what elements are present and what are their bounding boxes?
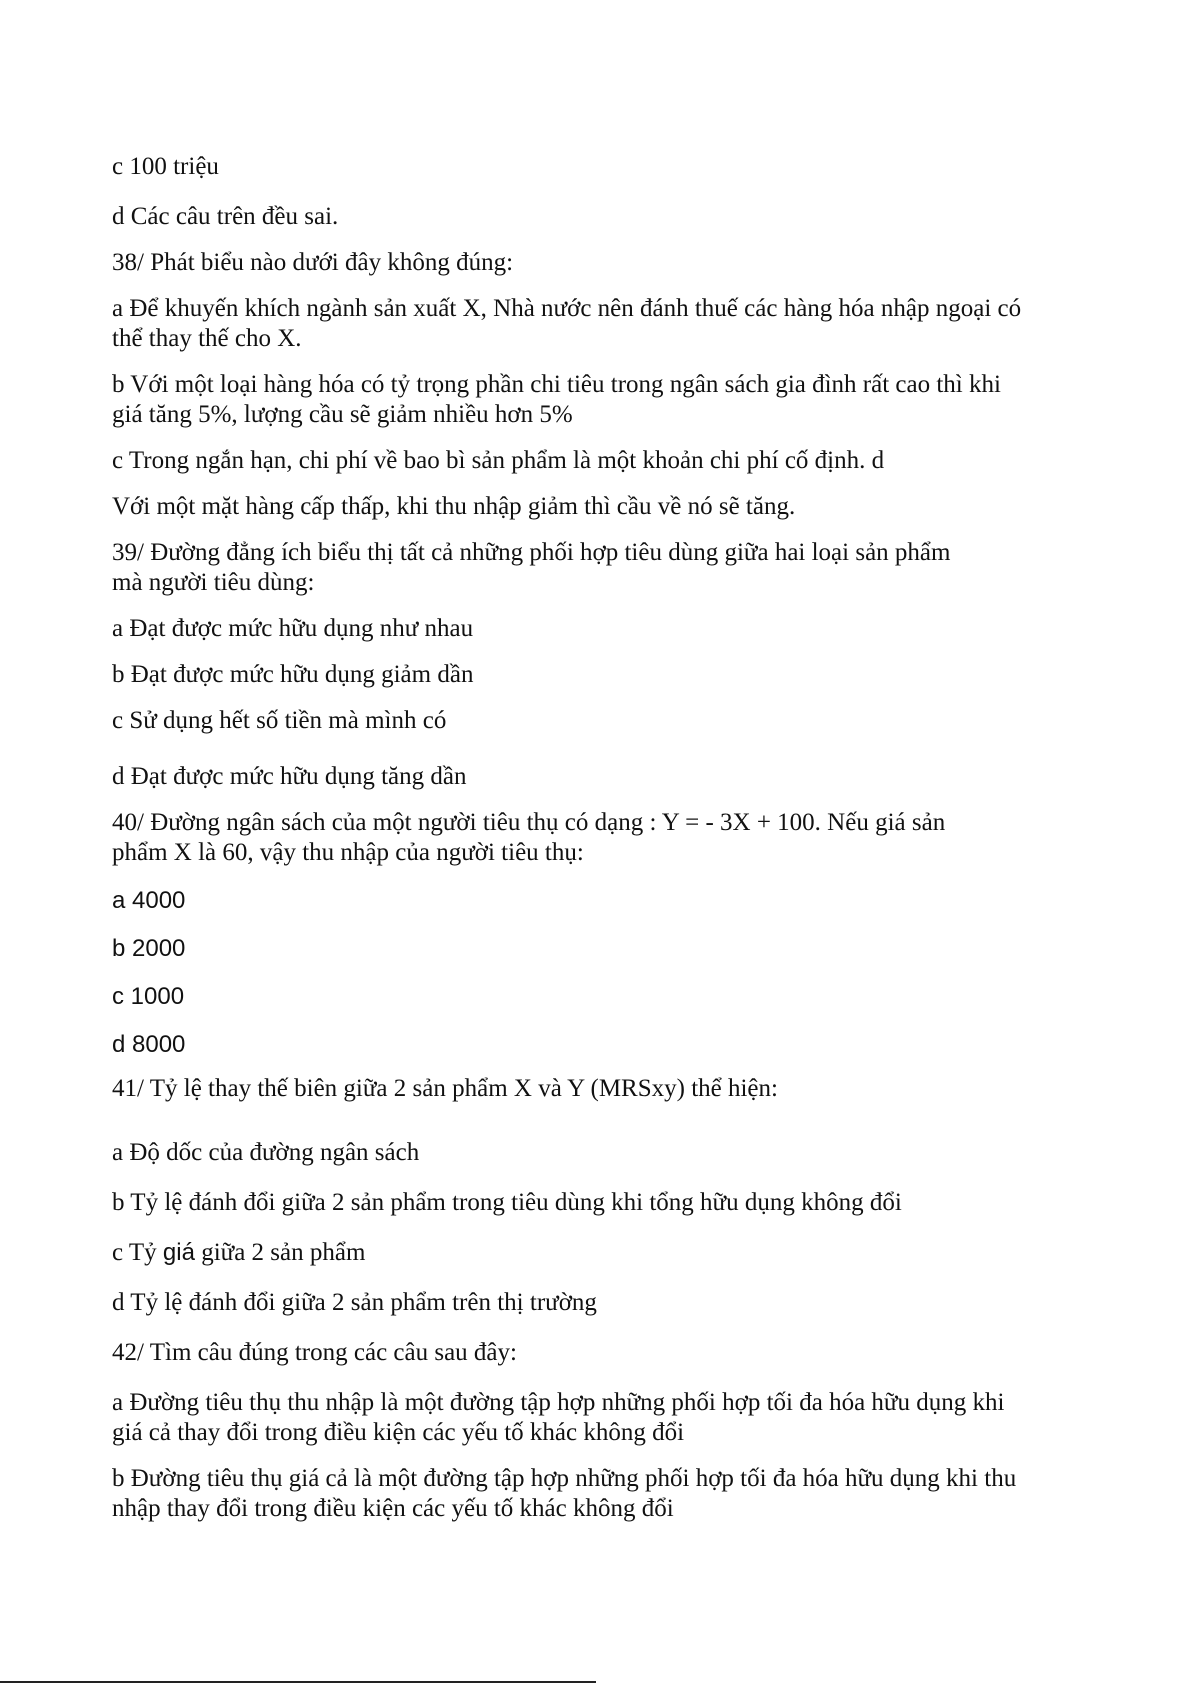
question-39-line1: 39/ Đường đẳng ích biểu thị tất cả những phối hợp tiêu dùng giữa hai loại sản phẩm — [112, 539, 951, 566]
q41-option-c-pre: c Tỷ — [112, 1239, 163, 1266]
q39-option-d: d Đạt được mức hữu dụng tăng dần — [112, 763, 467, 790]
q41-option-b: b Tỷ lệ đánh đổi giữa 2 sản phẩm trong tiêu dùng khi tổng hữu dụng không đổi — [112, 1189, 902, 1216]
question-41: 41/ Tỷ lệ thay thế biên giữa 2 sản phẩm X và Y (MRSxy) thể hiện: — [112, 1075, 778, 1102]
q41-option-c — [112, 1236, 365, 1269]
q38-option-c: c Trong ngắn hạn, chi phí về bao bì sản phẩm là một khoản chi phí cố định. d — [112, 447, 885, 474]
q40-option-a: a 4000 — [112, 887, 186, 914]
q41-option-d: d Tỷ lệ đánh đổi giữa 2 sản phẩm trên thị trường — [112, 1289, 597, 1316]
q38-option-b-line1: b Với một loại hàng hóa có tỷ trọng phần chi tiêu trong ngân sách gia đình rất cao thì khi — [112, 371, 1001, 398]
q39-option-a: a Đạt được mức hữu dụng như nhau — [112, 615, 474, 642]
q39-option-b: b Đạt được mức hữu dụng giảm dần — [112, 661, 474, 688]
q40-option-d: d 8000 — [112, 1031, 186, 1058]
q38-option-a-line2: thể thay thế cho X. — [112, 325, 302, 352]
question-39-line2: mà người tiêu dùng: — [112, 569, 315, 596]
q38-option-d: Với một mặt hàng cấp thấp, khi thu nhập giảm thì cầu về nó sẽ tăng. — [112, 493, 796, 520]
question-40-line2: phẩm X là 60, vậy thu nhập của người tiêu thụ: — [112, 839, 584, 866]
q39-option-c: c Sử dụng hết số tiền mà mình có — [112, 707, 447, 734]
question-38: 38/ Phát biểu nào dưới đây không đúng: — [112, 249, 514, 276]
question-42: 42/ Tìm câu đúng trong các câu sau đây: — [112, 1339, 517, 1366]
option-d-q37: d Các câu trên đều sai. — [112, 203, 339, 230]
q38-option-a-line1: a Để khuyến khích ngành sản xuất X, Nhà nước nên đánh thuế các hàng hóa nhập ngoại có — [112, 295, 1022, 322]
option-c-q37: c 100 triệu — [112, 153, 219, 180]
footer-rule — [0, 1681, 596, 1683]
q41-option-c-post: giữa 2 sản phẩm — [194, 1239, 366, 1266]
question-40-line1: 40/ Đường ngân sách của một người tiêu thụ có dạng : Y = - 3X + 100. Nếu giá sản — [112, 809, 946, 836]
q38-option-b-line2: giá tăng 5%, lượng cầu sẽ giảm nhiều hơn 5% — [112, 401, 573, 428]
q40-option-b: b 2000 — [112, 935, 186, 962]
q42-option-b-line1: b Đường tiêu thụ giá cả là một đường tập hợp những phối hợp tối đa hóa hữu dụng khi thu — [112, 1465, 1017, 1492]
q40-option-c: c 1000 — [112, 983, 185, 1010]
q42-option-a-line2: giá cả thay đổi trong điều kiện các yếu tố khác không đổi — [112, 1419, 685, 1446]
q41-option-c-sans-word: giá — [162, 1239, 195, 1266]
q42-option-a-line1: a Đường tiêu thụ thu nhập là một đường tập hợp những phối hợp tối đa hóa hữu dụng khi — [112, 1389, 1005, 1416]
q41-option-a: a Độ dốc của đường ngân sách — [112, 1139, 420, 1166]
q42-option-b-line2: nhập thay đổi trong điều kiện các yếu tố khác không đổi — [112, 1495, 674, 1522]
